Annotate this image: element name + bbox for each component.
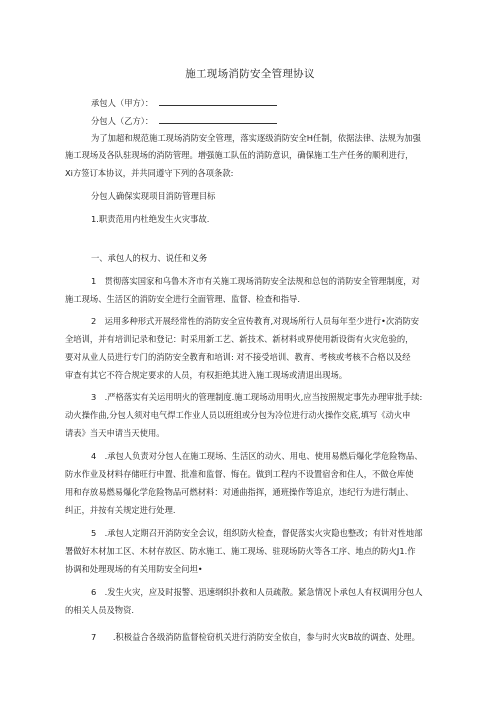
paragraph-line: 的相关人员及物资.: [65, 605, 135, 615]
paragraph-line: 7 .积极益合各级消防监督检窃机关进行消防安全依自，参与时火灾B故的调查、处理。: [91, 632, 420, 642]
party-b-label: 分包人（乙方）：: [91, 116, 154, 126]
paragraph-line: 为了加超和规范施工现场消防安全管理，落实逐级消防安全H任制，依据法律、法规为加强: [91, 133, 421, 143]
section-heading: 一、承包人的权力、说任和义务: [91, 253, 208, 263]
paragraph-line: 2 运用多种形式开展经常性的消防安全宣传教育,对现场所行人员每年至少进行•次消防安: [91, 316, 420, 326]
paragraph-line: 5 .承包人定期召开消防安全会议，组织防火检查，督促落实火灾隐也整改；有针对性地部: [91, 528, 423, 538]
paragraph-line: 纠正，并按有关规定进行处理.: [65, 505, 176, 515]
paragraph-line: 用和存放易燃易爆化学危险物品可燃材料：对通曲指挥，通班操作等追京，违纪行为进行制止、: [65, 487, 414, 497]
paragraph-line: 动火操作曲,分包人须对电气焊工作业人员以班组或分包为冷位进行动火操作交底,填写《动火申: [65, 410, 411, 420]
party-a-blank: [159, 97, 277, 106]
paragraph-line: 全培训，并有培训记录和登记：时采用新工艺、新技术、新材料或界使用新设街有火灾危验的，: [65, 334, 414, 344]
document-title: 施工现场消防安全管理协议: [185, 68, 315, 80]
paragraph-line: 协调和处理现场的有关用防安全问坦•: [65, 564, 203, 574]
party-b-blank: [159, 115, 277, 124]
party-a-line: [91, 97, 277, 109]
paragraph-line: 4 .承包人负责对分包人在施工现场、生活区的动火、用电、使用易燃后爆化学危险物品、: [91, 451, 423, 461]
paragraph-line: 施工现场及各队驻现场的消防管理。增强施工队伍的消防意识，确保施工生产任务的顺利进行，: [65, 150, 414, 160]
paragraph-line: 署做好木材加工区、木材存放区、防水施工、施工现场、驻现场防火等各工序、地点的防火J1.作: [65, 546, 416, 556]
paragraph-line: 请表》当天申请当天使用。: [65, 428, 165, 438]
party-a-label: 承包人（甲方）：: [91, 98, 154, 108]
paragraph-line: 审查有其它不符合规定要求的人员，有权拒绝其进入施工现场或清退出现场。: [65, 370, 348, 380]
party-b-line: [91, 115, 277, 127]
paragraph-line: 要对从业人员进行专门的消防安全教育和培训: 对不接受培训、教育、考核或考核不合格以及经: [65, 352, 411, 362]
paragraph-line: 施工现场、生活区的消防安全进行全面管理、监督、检查和指导.: [65, 294, 300, 304]
paragraph-line: 防水作业及材料存储旺行申置、批准和监督、悔在。做到工程内不设置宿舍和住人，不做仓库使: [65, 469, 414, 479]
paragraph-line: 1 贯彻落实国家和乌鲁木齐市有关施工现场消防安全法规和总包的消防安全管理制度，对: [91, 276, 420, 286]
paragraph-line: Xi方签订本协议，并共同遵守下列的各项条款:: [65, 168, 234, 178]
paragraph-line: 3 .严格落实有关运用明火的管理制度.施工现场动用明火,应当按照规定事先办理审批手续:: [91, 392, 423, 402]
paragraph-line: 1.职责范用内杜绝发生火灾事故.: [91, 214, 210, 224]
paragraph-line: 分包人确保实现项目消防管理目标: [91, 191, 216, 201]
paragraph-line: 6 .发生火灾，应及时报警、迅速纲织扑救和人员疏散。紧急情况卜承包人有权调用分包人: [91, 587, 423, 597]
